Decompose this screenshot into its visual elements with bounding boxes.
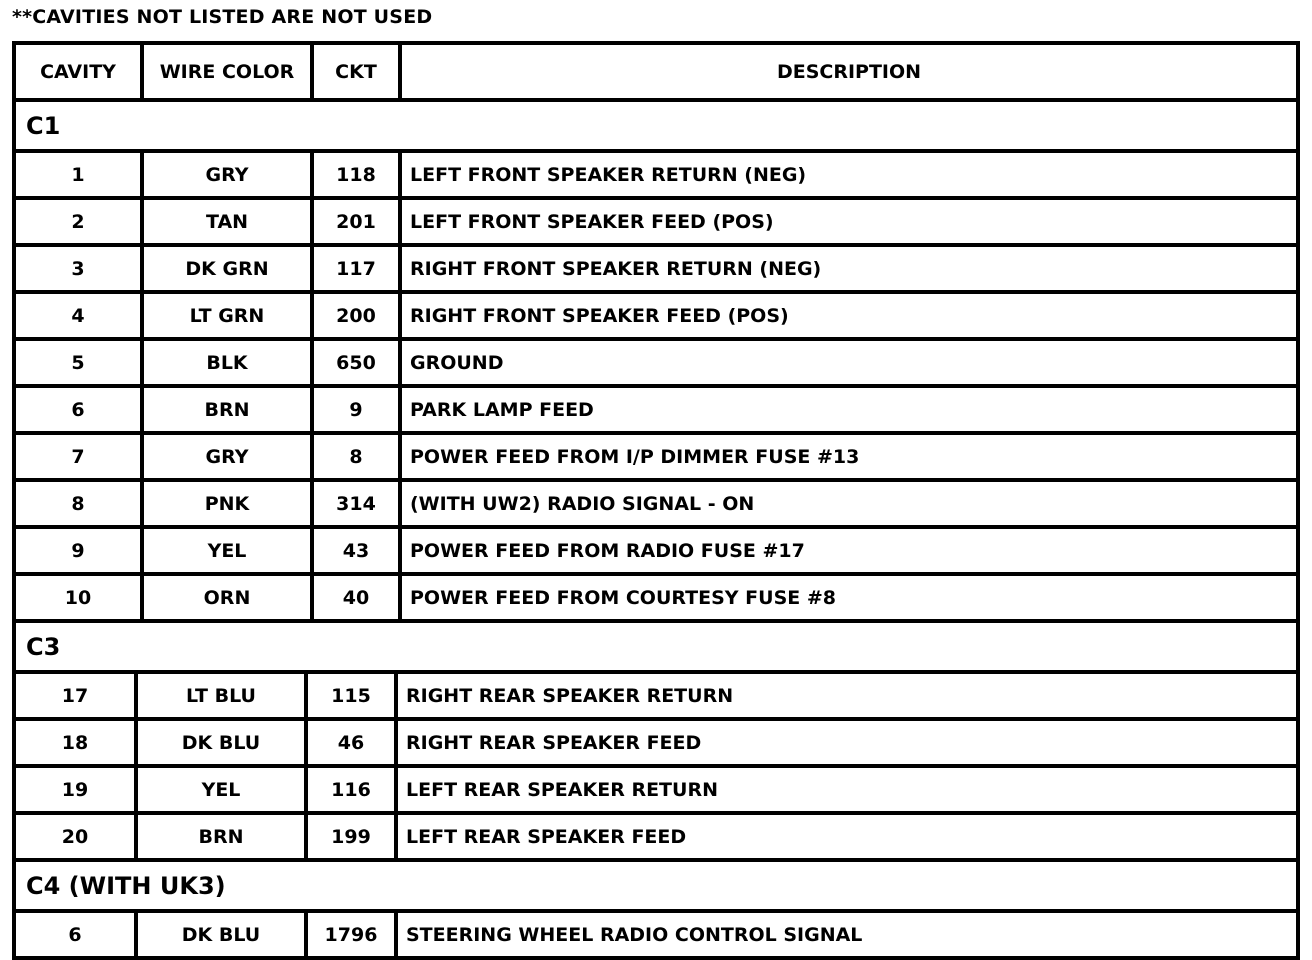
cell-description: RIGHT FRONT SPEAKER RETURN (NEG) [410,257,822,280]
section-c1-title: C1 [16,102,1296,153]
cell-description: PARK LAMP FEED [410,398,594,421]
table-row [16,815,1296,862]
table-row [16,529,1296,576]
connector-table [12,41,1300,960]
cell-wire-color: LT GRN [144,294,314,337]
cell-wire-color: GRY [144,435,314,478]
section-c3-title: C3 [16,623,1296,674]
cell-ckt: 9 [314,388,402,431]
cell-description: POWER FEED FROM I/P DIMMER FUSE #13 [410,445,860,468]
table-row [16,768,1296,815]
cell-ckt: 314 [314,482,402,525]
header-ckt: CKT [314,45,402,98]
cell-wire-color: DK GRN [144,247,314,290]
cell-wire-color: PNK [144,482,314,525]
cell-ckt: 43 [314,529,402,572]
cell-ckt: 117 [314,247,402,290]
cell-ckt: 40 [314,576,402,619]
cell-ckt: 201 [314,200,402,243]
table-row [16,294,1296,341]
cell-description: RIGHT REAR SPEAKER FEED [406,731,702,754]
table-header-row [16,45,1296,102]
cell-wire-color: LT BLU [138,674,308,717]
table-row [16,341,1296,388]
cell-cavity: 19 [16,768,138,811]
table-row [16,482,1296,529]
cell-cavity: 8 [16,482,144,525]
cavities-note: **CAVITIES NOT LISTED ARE NOT USED [12,6,433,28]
table-row [16,576,1296,623]
cell-cavity: 2 [16,200,144,243]
cell-description: LEFT REAR SPEAKER RETURN [406,778,718,801]
cell-wire-color: ORN [144,576,314,619]
cell-ckt: 115 [308,674,398,717]
cell-ckt: 118 [314,153,402,196]
cell-ckt: 46 [308,721,398,764]
table-row [16,674,1296,721]
cell-description: LEFT FRONT SPEAKER FEED (POS) [410,210,774,233]
cell-cavity: 3 [16,247,144,290]
cell-description: RIGHT REAR SPEAKER RETURN [406,684,734,707]
table-row [16,721,1296,768]
table-row [16,435,1296,482]
cell-wire-color: BRN [138,815,308,858]
cell-cavity: 4 [16,294,144,337]
cell-wire-color: DK BLU [138,913,308,956]
cell-cavity: 6 [16,913,138,956]
header-wire-color: WIRE COLOR [144,45,314,98]
cell-wire-color: DK BLU [138,721,308,764]
cell-cavity: 20 [16,815,138,858]
cell-wire-color: YEL [138,768,308,811]
table-row [16,913,1296,960]
table-row [16,247,1296,294]
cell-ckt: 8 [314,435,402,478]
cell-cavity: 10 [16,576,144,619]
table-row [16,153,1296,200]
cell-wire-color: YEL [144,529,314,572]
cell-cavity: 7 [16,435,144,478]
header-description: DESCRIPTION [776,60,922,83]
cell-cavity: 5 [16,341,144,384]
header-cavity: CAVITY [16,45,144,98]
cell-wire-color: BLK [144,341,314,384]
table-row [16,388,1296,435]
cell-cavity: 6 [16,388,144,431]
cell-description: STEERING WHEEL RADIO CONTROL SIGNAL [406,923,863,946]
cell-cavity: 1 [16,153,144,196]
cell-wire-color: TAN [144,200,314,243]
cell-ckt: 116 [308,768,398,811]
cell-cavity: 9 [16,529,144,572]
cell-description: GROUND [410,351,504,374]
cell-ckt: 200 [314,294,402,337]
cell-description: (WITH UW2) RADIO SIGNAL - ON [410,492,755,515]
cell-cavity: 17 [16,674,138,717]
cell-description: RIGHT FRONT SPEAKER FEED (POS) [410,304,789,327]
cell-wire-color: BRN [144,388,314,431]
cell-description: LEFT FRONT SPEAKER RETURN (NEG) [410,163,807,186]
cell-ckt: 650 [314,341,402,384]
cell-cavity: 18 [16,721,138,764]
table-row [16,200,1296,247]
cell-description: POWER FEED FROM RADIO FUSE #17 [410,539,805,562]
cell-ckt: 1796 [308,913,398,956]
cell-description: LEFT REAR SPEAKER FEED [406,825,687,848]
section-c4-title: C4 (WITH UK3) [16,862,1296,913]
cell-wire-color: GRY [144,153,314,196]
cell-description: POWER FEED FROM COURTESY FUSE #8 [410,586,836,609]
cell-ckt: 199 [308,815,398,858]
